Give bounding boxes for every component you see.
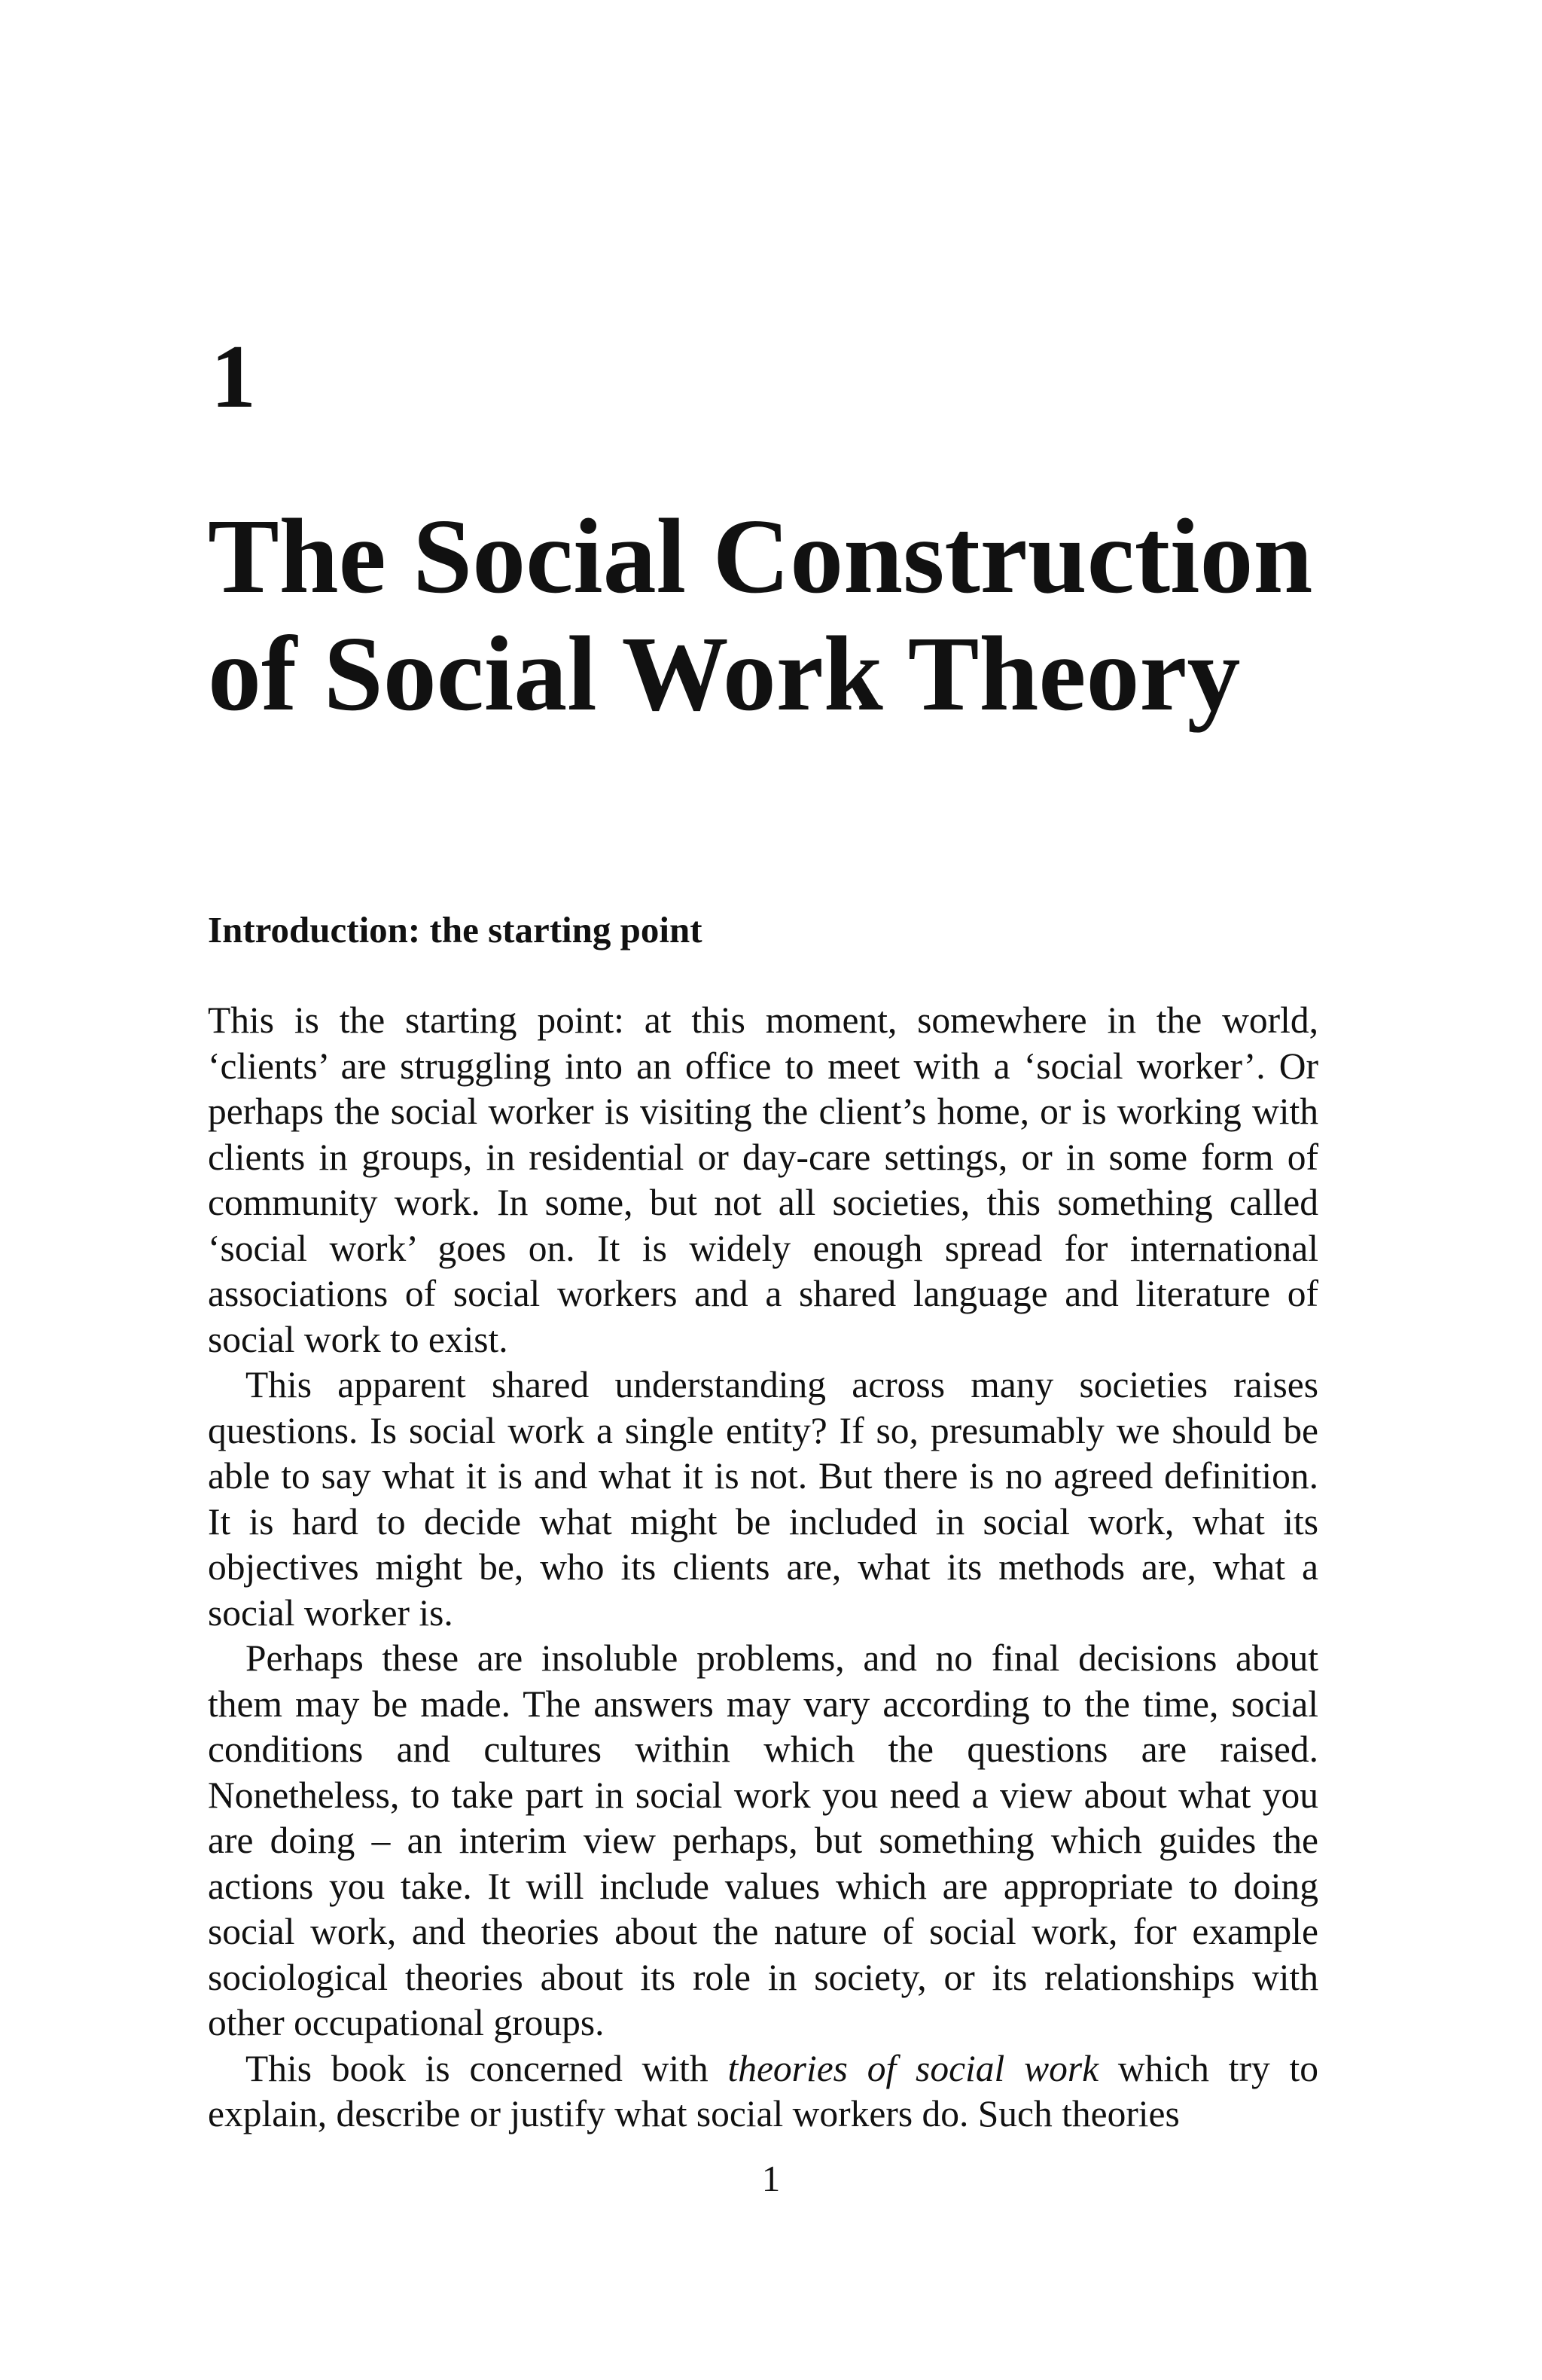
paragraph-3: Perhaps these are insoluble problems, and no final decisions about them may be made. The answers may vary according to the time, social conditions and cultures within which the questions are raised. Nonetheless, to take part in social work you need a view about what you are doing – an interim view perhaps, but something which guides the actions you take. It will include values which are appropriate to doing social work, and theories about the nature of social work, for example sociological theories about its role in society, or its relationships with other occupational groups. (208, 1637, 1318, 2043)
paragraph-4-start: This book is concerned with (245, 2047, 728, 2089)
paragraph-4 (208, 2046, 1318, 2137)
page-number: 1 (761, 2158, 781, 2199)
section-heading: Introduction: the starting point (208, 909, 702, 950)
body-text (208, 998, 1318, 2137)
paragraph-4-end: which try to explain, describe or justify what social workers do. Such theories (208, 2047, 1319, 2134)
paragraph-1: This is the starting point: at this moment, somewhere in the world, ‘clients’ are struggling into an office to meet with a ‘social worker’. Or perhaps the social worker is visiting the client’s home, or is working with clients in groups, in residential or day-care settings, or in some form of community work. In some, but not all societies, this something called ‘social work’ goes on. It is widely enough spread for international associations of social workers and a shared language and literature of social work to exist. (208, 999, 1318, 1360)
chapter-number: 1 (211, 326, 256, 426)
chapter-title: The Social Construction of Social Work Theory (208, 496, 1313, 733)
paragraph-2: This apparent shared understanding across many societies raises questions. Is social work a single entity? If so, presumably we should be able to say what it is and what it is not. But there is no agreed definition. It is hard to decide what might be included in social work, what its objectives might be, who its clients are, what its methods are, what a social worker is. (208, 1364, 1318, 1634)
paragraph-4-emphasis: theories of social work (727, 2047, 1099, 2089)
